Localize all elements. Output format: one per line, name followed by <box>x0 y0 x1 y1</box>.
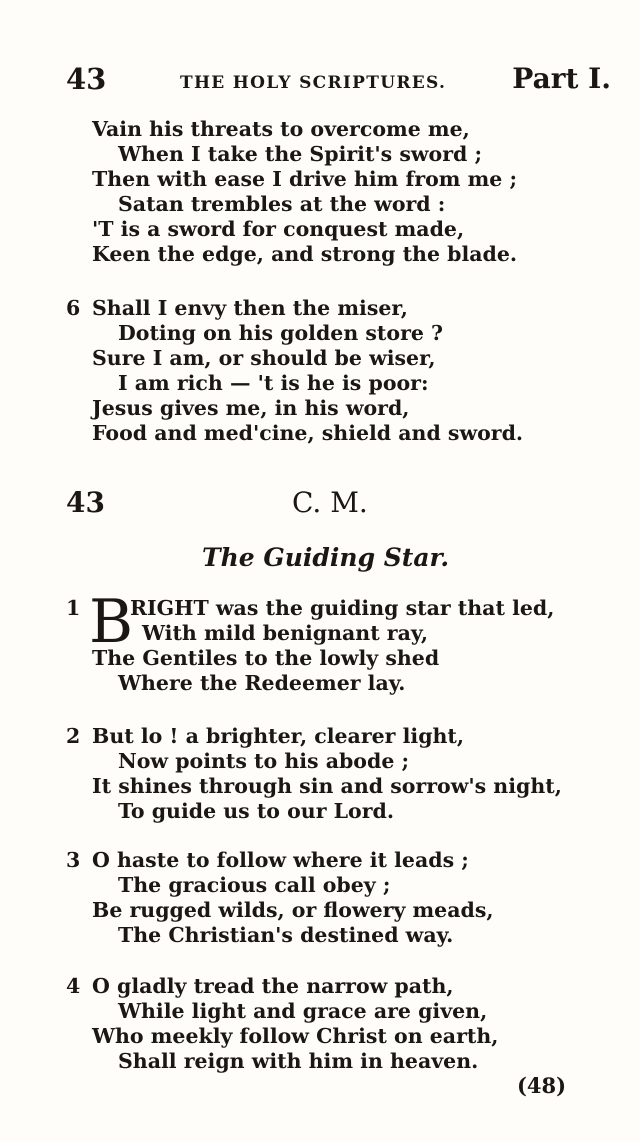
verse-line: Where the Redeemer lay. <box>118 671 406 695</box>
verse-line: When I take the Spirit's sword ; <box>118 142 483 166</box>
stanza-number: 2 <box>66 724 81 748</box>
verse-line: It shines through sin and sorrow's night, <box>92 774 562 798</box>
verse-line: O haste to follow where it leads ; <box>92 848 469 872</box>
verse-line: But lo ! a brighter, clearer light, <box>92 724 465 748</box>
verse-line: O gladly tread the narrow path, <box>92 974 454 998</box>
verse-line: Doting on his golden store ? <box>118 321 444 345</box>
stanza-number: 1 <box>66 596 81 620</box>
part-label: Part I. <box>512 62 611 95</box>
verse-line: To guide us to our Lord. <box>118 799 394 823</box>
verse-line: Then with ease I drive him from me ; <box>92 167 518 191</box>
verse-line: Vain his threats to overcome me, <box>92 117 470 141</box>
stanza-number: 4 <box>66 974 81 998</box>
hymn-title: The Guiding Star. <box>202 543 450 572</box>
verse-line: Food and med'cine, shield and sword. <box>92 421 524 445</box>
verse-line: Who meekly follow Christ on earth, <box>92 1024 499 1048</box>
drop-cap: B <box>89 587 134 657</box>
running-head <box>66 62 611 98</box>
running-title: THE HOLY SCRIPTURES. <box>180 73 447 93</box>
folio-number: (48) <box>517 1073 567 1098</box>
verse-line: The gracious call obey ; <box>118 873 391 897</box>
hymn-number: 43 <box>66 486 105 519</box>
stanza-number: 3 <box>66 848 81 872</box>
verse-line: Keen the edge, and strong the blade. <box>92 242 518 266</box>
verse-line: Jesus gives me, in his word, <box>92 396 410 420</box>
verse-line: While light and grace are given, <box>118 999 488 1023</box>
verse-line: 'T is a sword for conquest made, <box>92 217 465 241</box>
verse-line: With mild benignant ray, <box>142 621 428 645</box>
verse-line: Be rugged wilds, or flowery meads, <box>92 898 494 922</box>
verse-line: Satan trembles at the word : <box>118 192 446 216</box>
verse-line: RIGHT was the guiding star that led, <box>130 596 555 620</box>
verse-line: Shall I envy then the miser, <box>92 296 408 320</box>
verse-line: Now points to his abode ; <box>118 749 410 773</box>
stanza-number: 6 <box>66 296 81 320</box>
verse-line: Shall reign with him in heaven. <box>118 1049 479 1073</box>
verse-line: Sure I am, or should be wiser, <box>92 346 436 370</box>
verse-line: The Gentiles to the lowly shed <box>92 646 440 670</box>
hymn-header <box>66 486 611 522</box>
page-number: 43 <box>66 62 107 96</box>
verse-line: I am rich — 't is he is poor: <box>118 371 429 395</box>
hymn-meter: C. M. <box>292 486 368 519</box>
verse-line: The Christian's destined way. <box>118 923 454 947</box>
